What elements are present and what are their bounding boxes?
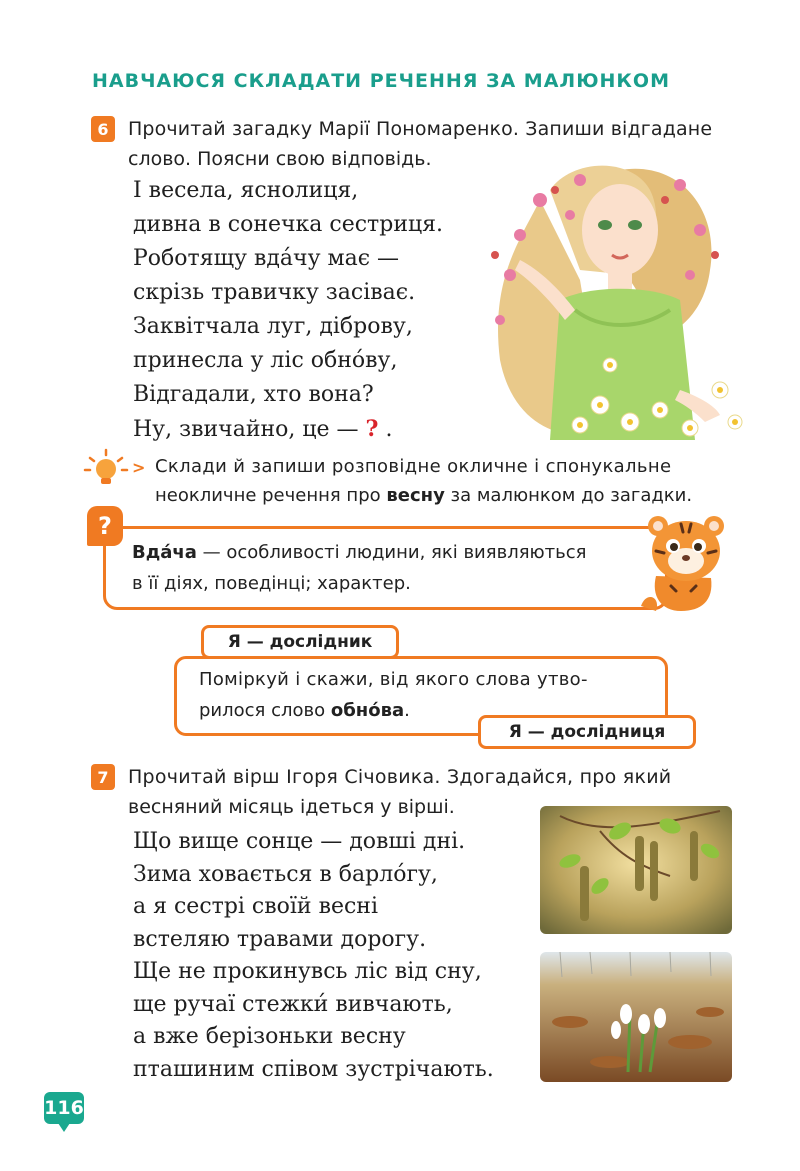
poem-line: Заквітчала луг, діброву,: [133, 314, 413, 339]
poem-line: Роботящу вда́чу має —: [133, 246, 400, 271]
poem-line: ще ручаї стежки́ вивчають,: [133, 991, 453, 1017]
instruction-line: весняний місяць ідеться у вірші.: [128, 796, 455, 818]
hint-arrow: >: [132, 458, 146, 477]
definition-text: [132, 537, 587, 599]
research-bold-word: обно́ва: [330, 700, 405, 721]
poem-line: І весела, яснолиця,: [133, 178, 359, 203]
poem-line: Відгадали, хто вона?: [133, 382, 374, 407]
poem-line: Зима ховається в барло́гу,: [133, 861, 438, 887]
tab-researcher-male: Я — дослідник: [201, 625, 399, 659]
poem-last-line: [133, 412, 443, 447]
poem-line: Що вище сонце — довші дні.: [133, 829, 466, 854]
definition-line: [132, 537, 587, 568]
hint-line: Склади й запиши розповідне окличне і спонукальне: [155, 456, 672, 477]
question-badge-icon: ?: [87, 506, 123, 546]
poem-line: встеляю травами дорогу.: [133, 926, 427, 952]
instruction-line: Прочитай загадку Марії Пономаренко. Запиши відгадане: [128, 118, 713, 140]
poem-line: пташиним співом зустрічають.: [133, 1056, 494, 1082]
definition-term: Вда́ча: [132, 542, 197, 563]
hint-bold-word: весну: [386, 485, 445, 506]
page-number-badge: 116: [44, 1092, 84, 1124]
research-line-text: рилося слово: [199, 700, 331, 721]
snowdrops-photo: [540, 952, 732, 1082]
hint-line-text: неокличне речення про: [155, 485, 387, 506]
poem-line: Ще не прокинувсь ліс від сну,: [133, 959, 482, 984]
instruction-line: слово. Поясни свою відповідь.: [128, 148, 432, 170]
tiger-mascot-illustration: [636, 506, 736, 614]
spring-poem: [133, 826, 494, 1086]
hint-text: [155, 452, 735, 510]
hint-line-text: за малюнком до загадки.: [444, 485, 693, 506]
research-line: Поміркуй і скажи, від якого слова утво-: [199, 669, 588, 690]
lightbulb-icon: [82, 448, 130, 488]
answer-question-mark: ?: [365, 416, 379, 442]
research-text: [199, 664, 588, 726]
instruction-line: Прочитай вірш Ігоря Січовика. Здогадайся, про який: [128, 766, 672, 788]
poem-line: скрізь травичку засіває.: [133, 280, 416, 305]
research-line: [199, 695, 588, 726]
task-6-number: 6: [91, 116, 115, 142]
definition-line-text: — особливості людини, які виявляються: [196, 542, 587, 563]
task-7-number: 7: [91, 764, 115, 790]
riddle-poem: [133, 174, 443, 447]
poem-line: а вже берізоньки весну: [133, 1024, 406, 1049]
poem-line: принесла у ліс обно́ву,: [133, 348, 398, 373]
spring-girl-illustration: [480, 160, 750, 440]
poem-line: а я сестрі своїй весні: [133, 894, 378, 919]
research-line-text: .: [404, 700, 410, 721]
poem-line: дивна в сонечка сестриця.: [133, 212, 443, 237]
poem-line-text: Ну, звичайно, це —: [133, 417, 359, 442]
definition-line: в її діях, поведінці; характер.: [132, 573, 411, 594]
section-heading: НАВЧАЮСЯ СКЛАДАТИ РЕЧЕННЯ ЗА МАЛЮНКОМ: [92, 70, 670, 92]
birch-catkins-photo: [540, 806, 732, 934]
poem-end-mark: .: [385, 417, 393, 442]
tab-researcher-female: Я — дослідниця: [478, 715, 696, 749]
